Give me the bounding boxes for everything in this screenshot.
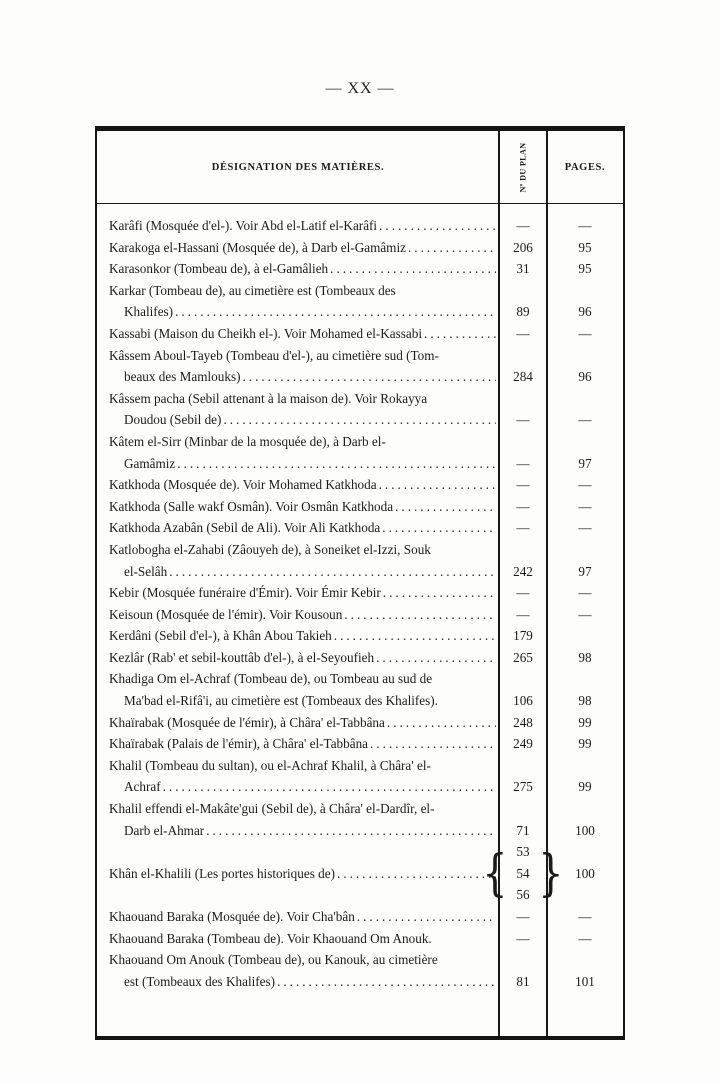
dot-leader <box>337 863 496 885</box>
page-number-value: — <box>578 218 592 233</box>
designation-cell <box>97 733 499 755</box>
entry-text: Khalil effendi el-Makâte'gui (Sebil de), à Châra' el-Dardîr, el- <box>109 801 435 817</box>
plan-cell <box>499 625 547 647</box>
entry-line <box>109 431 496 453</box>
designation-cell <box>97 474 499 496</box>
table-header <box>97 131 623 204</box>
dot-leader <box>357 906 496 928</box>
entry-text: Achraf <box>124 779 161 795</box>
dot-leader <box>376 647 496 669</box>
entry-line <box>109 798 496 820</box>
entry-text: Khaïrabak (Palais de l'émir), à Châra' el-Tabbâna <box>109 736 369 752</box>
page-number-value: — <box>578 909 592 925</box>
plan-cell <box>499 539 547 582</box>
plan-number: 284 <box>513 369 533 385</box>
index-row <box>97 323 623 345</box>
page-number-value: 96 <box>578 304 592 320</box>
pages-cell <box>547 237 623 259</box>
page-number: — XX — <box>325 80 395 97</box>
entry-line <box>109 496 496 518</box>
dot-leader <box>408 237 496 259</box>
brace-right: } <box>538 844 564 903</box>
page-number-value: 100 <box>575 865 595 881</box>
entry-text: Kezlâr (Rab' et sebil-kouttâb d'el-), à el-Seyoufieh <box>109 649 375 665</box>
pages-cell <box>547 604 623 626</box>
index-row <box>97 798 623 841</box>
plan-number: 89 <box>516 304 530 320</box>
entry-line <box>109 215 496 237</box>
entry-text: Katkhoda (Mosquée de). Voir Mohamed Katkhoda <box>109 477 377 493</box>
entry-text: Katlobogha el-Zahabi (Zâouyeh de), à Soneiket el-Izzi, Souk <box>109 541 431 557</box>
page-number-value: 95 <box>578 261 592 277</box>
page-number-value: 98 <box>578 693 592 709</box>
designation-cell <box>97 388 499 431</box>
pages-cell <box>547 388 623 431</box>
page-number-value: — <box>578 477 592 493</box>
plan-cell <box>499 582 547 604</box>
plan-cell <box>499 431 547 474</box>
plan-number: 249 <box>513 736 533 752</box>
index-row <box>97 733 623 755</box>
index-row <box>97 431 623 474</box>
plan-number: — <box>516 909 530 925</box>
plan-cell <box>499 388 547 431</box>
plan-cell <box>499 647 547 669</box>
header-pages: PAGES. <box>564 161 606 173</box>
index-row <box>97 604 623 626</box>
entry-line <box>109 949 496 971</box>
index-row <box>97 517 623 539</box>
index-row <box>97 625 623 647</box>
dot-leader <box>370 733 496 755</box>
pages-cell <box>547 647 623 669</box>
page-number-value: — <box>578 412 592 428</box>
pages-cell <box>547 280 623 323</box>
page-number-value: 95 <box>578 239 592 255</box>
index-row <box>97 755 623 798</box>
designation-cell <box>97 517 499 539</box>
entry-text: el-Selâh <box>124 563 168 579</box>
entry-text: Khalifes) <box>124 304 174 320</box>
entry-line <box>109 755 496 777</box>
plan-cell <box>499 906 547 928</box>
plan-number: 242 <box>513 563 533 579</box>
pages-cell <box>547 345 623 388</box>
index-row <box>97 712 623 734</box>
plan-number: 81 <box>516 973 530 989</box>
entry-line <box>109 474 496 496</box>
designation-cell <box>97 280 499 323</box>
designation-cell <box>97 215 499 237</box>
index-row <box>97 539 623 582</box>
index-row <box>97 906 623 928</box>
dot-leader <box>382 517 496 539</box>
entry-text: Darb el-Ahmar <box>124 822 205 838</box>
dot-leader <box>242 366 496 388</box>
plan-cell <box>499 517 547 539</box>
entry-text: Doudou (Sebil de) <box>124 412 222 428</box>
designation-cell <box>97 755 499 798</box>
index-row <box>97 215 623 237</box>
entry-text: Ma'bad el-Rifâ'i, au cimetière est (Tombeaux des Khalifes). <box>124 693 438 709</box>
designation-cell <box>97 604 499 626</box>
entry-line <box>109 668 496 690</box>
entry-line <box>109 301 496 323</box>
entry-text: Khân el-Khalili (Les portes historiques de) <box>109 865 335 881</box>
pages-cell <box>547 733 623 755</box>
plan-number: 56 <box>516 887 530 903</box>
plan-cell <box>499 928 547 950</box>
entry-line <box>109 733 496 755</box>
plan-cell <box>482 841 564 906</box>
entry-line <box>109 647 496 669</box>
page-number-value: 100 <box>575 822 595 838</box>
plan-number: 179 <box>513 628 533 644</box>
entry-line <box>109 690 496 712</box>
dot-leader <box>206 820 496 842</box>
page-number-value: 97 <box>578 563 592 579</box>
plan-cell <box>499 798 547 841</box>
entry-line <box>109 280 496 302</box>
dot-leader <box>383 582 496 604</box>
entry-line <box>109 582 496 604</box>
index-row <box>97 345 623 388</box>
plan-number: 106 <box>513 693 533 709</box>
entry-text: Keisoun (Mosquée de l'émir). Voir Kousoun <box>109 606 343 622</box>
page-number-value: 99 <box>578 736 592 752</box>
entry-line <box>109 712 496 734</box>
designation-cell <box>97 237 499 259</box>
dot-leader <box>379 215 496 237</box>
entry-line <box>109 604 496 626</box>
table-body <box>97 204 623 992</box>
entry-text: Khadiga Om el-Achraf (Tombeau de), ou Tombeau au sud de <box>109 671 433 687</box>
dot-leader <box>424 323 496 345</box>
designation-cell <box>97 668 499 711</box>
plan-cell <box>499 604 547 626</box>
pages-cell <box>547 625 623 647</box>
page-number-value: 97 <box>578 455 592 471</box>
plan-number: 71 <box>516 822 530 838</box>
plan-cell <box>499 733 547 755</box>
entry-line <box>109 776 496 798</box>
entry-text: Karâfi (Mosquée d'el-). Voir Abd el-Latif el-Karâfi <box>109 218 378 233</box>
plan-number: — <box>516 606 530 622</box>
entry-text: Kâssem Aboul-Tayeb (Tombeau d'el-), au cimetière sud (Tom- <box>109 347 439 363</box>
entry-line <box>109 906 496 928</box>
entry-text: Karkar (Tombeau de), au cimetière est (Tombeaux des <box>109 282 396 298</box>
entry-line <box>109 237 496 259</box>
plan-number: — <box>516 218 530 233</box>
designation-cell <box>97 431 499 474</box>
pages-cell <box>547 755 623 798</box>
pages-cell <box>547 712 623 734</box>
plan-number-group <box>482 841 564 906</box>
designation-cell <box>97 345 499 388</box>
index-row <box>97 237 623 259</box>
entry-text: Khaouand Baraka (Mosquée de). Voir Cha'bân <box>109 909 355 925</box>
plan-number: — <box>516 498 530 514</box>
designation-cell <box>97 647 499 669</box>
entry-text: Kâtem el-Sirr (Minbar de la mosquée de), à Darb el- <box>109 433 386 449</box>
page-number-value: — <box>578 606 592 622</box>
dot-leader <box>163 776 496 798</box>
index-row <box>97 928 623 950</box>
page-number-value: — <box>578 498 592 514</box>
plan-cell <box>499 280 547 323</box>
index-table <box>95 126 625 1040</box>
pages-cell <box>547 215 623 237</box>
plan-number: 53 <box>516 844 530 860</box>
pages-cell <box>547 496 623 518</box>
plan-number: — <box>516 585 530 601</box>
entry-text: Kerdâni (Sebil d'el-), à Khân Abou Takieh <box>109 628 332 644</box>
dot-leader <box>177 453 496 475</box>
entry-line <box>109 561 496 583</box>
plan-cell <box>499 237 547 259</box>
plan-cell <box>499 215 547 237</box>
pages-cell <box>547 582 623 604</box>
dot-leader <box>330 258 496 280</box>
entry-text: Khalil (Tombeau du sultan), ou el-Achraf Khalil, à Châra' el- <box>109 757 431 773</box>
plan-cell <box>499 474 547 496</box>
dot-leader <box>175 301 496 323</box>
page-number-value: 99 <box>578 714 592 730</box>
pages-cell <box>547 798 623 841</box>
index-row <box>97 388 623 431</box>
brace-left: { <box>482 844 508 903</box>
page-number-value: — <box>578 325 592 341</box>
plan-number: — <box>516 930 530 946</box>
index-row <box>97 258 623 280</box>
index-row <box>97 647 623 669</box>
entry-line <box>109 517 496 539</box>
designation-cell <box>97 949 499 992</box>
dot-leader <box>334 625 496 647</box>
entry-line <box>109 971 496 993</box>
designation-cell <box>97 841 499 906</box>
plan-number: 265 <box>513 649 533 665</box>
pages-cell <box>547 258 623 280</box>
page-number-value: 98 <box>578 649 592 665</box>
entry-text: Katkhoda (Salle wakf Osmân). Voir Osmân Katkhoda <box>109 498 394 514</box>
designation-cell <box>97 906 499 928</box>
plan-number: — <box>516 455 530 471</box>
entry-line <box>109 863 496 885</box>
plan-cell <box>499 323 547 345</box>
entry-line <box>109 539 496 561</box>
index-row <box>97 841 623 906</box>
dot-leader <box>169 561 496 583</box>
designation-cell <box>97 625 499 647</box>
entry-text: Kassabi (Maison du Cheikh el-). Voir Mohamed el-Kassabi <box>109 325 423 341</box>
dot-leader <box>387 712 496 734</box>
pages-cell <box>547 906 623 928</box>
designation-cell <box>97 582 499 604</box>
page-number-value: 101 <box>575 973 595 989</box>
plan-number: 54 <box>516 865 530 881</box>
index-row <box>97 496 623 518</box>
plan-number: 275 <box>513 779 533 795</box>
dot-leader <box>223 409 496 431</box>
plan-cell <box>499 258 547 280</box>
plan-number: 31 <box>516 261 530 277</box>
page-number-value: — <box>578 930 592 946</box>
plan-cell <box>499 668 547 711</box>
entry-line <box>109 323 496 345</box>
plan-number: — <box>516 520 530 536</box>
entry-line <box>109 820 496 842</box>
page-number-value: 99 <box>578 779 592 795</box>
index-row <box>97 474 623 496</box>
entry-text: Katkhoda Azabân (Sebil de Ali). Voir Ali Katkhoda <box>109 520 381 536</box>
dot-leader <box>395 496 496 518</box>
designation-cell <box>97 496 499 518</box>
designation-cell <box>97 258 499 280</box>
plan-number: 206 <box>513 239 533 255</box>
index-row <box>97 582 623 604</box>
page-number-value: 96 <box>578 369 592 385</box>
entry-text: Karasonkor (Tombeau de), à el-Gamâlieh <box>109 261 329 277</box>
designation-cell <box>97 539 499 582</box>
entry-line <box>109 258 496 280</box>
plan-cell <box>499 712 547 734</box>
entry-text: Kâssem pacha (Sebil attenant à la maison de). Voir Rokayya <box>109 390 428 406</box>
header-plan <box>499 142 547 192</box>
designation-cell <box>97 323 499 345</box>
entry-text: Kebir (Mosquée funéraire d'Émir). Voir Émir Kebir <box>109 585 381 601</box>
pages-cell <box>547 431 623 474</box>
plan-number: — <box>516 477 530 493</box>
entry-line <box>109 453 496 475</box>
dot-leader <box>344 604 496 626</box>
plan-cell <box>499 496 547 518</box>
entry-line <box>109 366 496 388</box>
pages-cell <box>547 539 623 582</box>
entry-line <box>109 625 496 647</box>
entry-line <box>109 388 496 410</box>
pages-cell <box>547 323 623 345</box>
entry-text: Karakoga el-Hassani (Mosquée de), à Darb el-Gamâmiz <box>109 239 406 255</box>
pages-cell <box>547 474 623 496</box>
pages-cell <box>547 928 623 950</box>
entry-line <box>109 409 496 431</box>
designation-cell <box>97 928 499 950</box>
plan-number: — <box>516 412 530 428</box>
entry-text: est (Tombeaux des Khalifes) <box>124 973 276 989</box>
dot-leader <box>379 474 496 496</box>
page-number-value: — <box>578 520 592 536</box>
plan-number-stack <box>512 841 534 906</box>
entry-text: Gamâmiz <box>124 455 176 471</box>
entry-text: Khaïrabak (Mosquée de l'émir), à Châra' el-Tabbâna <box>109 714 385 730</box>
index-row <box>97 949 623 992</box>
designation-cell <box>97 798 499 841</box>
entry-line <box>109 928 496 950</box>
entry-text: Khaouand Baraka (Tombeau de). Voir Khaouand Om Anouk. <box>109 930 432 946</box>
plan-cell <box>499 949 547 992</box>
header-plan-label: Nº DU PLAN <box>518 142 528 192</box>
pages-cell <box>547 668 623 711</box>
index-row <box>97 668 623 711</box>
entry-text: beaux des Mamlouks) <box>124 369 241 385</box>
pages-cell <box>547 949 623 992</box>
plan-cell <box>499 345 547 388</box>
plan-cell <box>499 755 547 798</box>
plan-number: — <box>516 325 530 341</box>
entry-text: Khaouand Om Anouk (Tombeau de), ou Kanouk, au cimetière <box>109 952 438 968</box>
dot-leader <box>277 971 496 993</box>
page-number-value: — <box>578 585 592 601</box>
plan-number: 248 <box>513 714 533 730</box>
index-row <box>97 280 623 323</box>
entry-line <box>109 345 496 367</box>
pages-cell <box>547 517 623 539</box>
designation-cell <box>97 712 499 734</box>
header-designation: DÉSIGNATION DES MATIÈRES. <box>211 161 385 173</box>
